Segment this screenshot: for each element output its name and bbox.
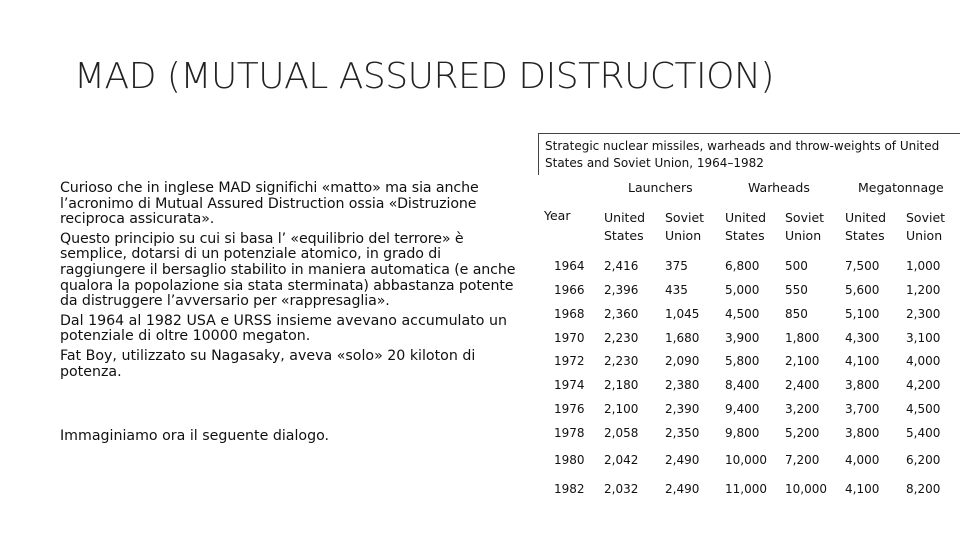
column-subheader-line: United — [845, 210, 887, 225]
value-cell: 2,396 — [604, 283, 639, 297]
value-cell: 5,600 — [845, 283, 880, 297]
year-cell: 1978 — [554, 426, 585, 440]
value-cell: 1,800 — [785, 331, 820, 345]
value-cell: 3,800 — [845, 378, 880, 392]
paragraph-megaton-total: Dal 1964 al 1982 USA e URSS insieme avevano accumulato un potenziale di oltre 10000 megaton. — [60, 312, 507, 345]
year-column-header: Year — [544, 208, 571, 223]
value-cell: 2,180 — [604, 378, 639, 392]
column-subheader-line: States — [604, 228, 644, 243]
value-cell: 5,000 — [725, 283, 760, 297]
value-cell: 8,400 — [725, 378, 760, 392]
column-subheader-line: United — [604, 210, 646, 225]
column-subheader-line: United — [725, 210, 767, 225]
value-cell: 2,100 — [604, 402, 639, 416]
column-subheader — [665, 209, 704, 245]
year-cell: 1966 — [554, 283, 585, 297]
paragraph-mad-meaning: Curioso che in inglese MAD significhi «matto» ma sia anche l’acronimo di Mutual Assured Distruction ossia «Distruzione reciproca assicurata». — [60, 180, 479, 228]
value-cell: 6,200 — [906, 453, 941, 467]
value-cell: 2,490 — [665, 453, 700, 467]
value-cell: 2,380 — [665, 378, 700, 392]
value-cell: 2,230 — [604, 354, 639, 368]
value-cell: 850 — [785, 307, 808, 321]
value-cell: 2,490 — [665, 482, 700, 496]
column-subheader — [604, 209, 645, 245]
value-cell: 2,360 — [604, 307, 639, 321]
year-cell: 1972 — [554, 354, 585, 368]
value-cell: 2,390 — [665, 402, 700, 416]
value-cell: 2,100 — [785, 354, 820, 368]
value-cell: 11,000 — [725, 482, 767, 496]
column-subheader-line: Union — [785, 228, 822, 243]
value-cell: 5,200 — [785, 426, 820, 440]
value-cell: 7,200 — [785, 453, 820, 467]
paragraph-fat-boy: Fat Boy, utilizzato su Nagasaky, aveva «solo» 20 kiloton di potenza. — [60, 347, 476, 380]
value-cell: 9,800 — [725, 426, 760, 440]
value-cell: 4,500 — [906, 402, 941, 416]
paragraph-balance-of-terror: Questo principio su cui si basa l’ «equilibrio del terrore» è semplice, dotarsi di un potenziale atomico, in grado di raggiungere il bersaglio stabilito in maniera automatica (e anche qualora la popolazione sia stata sterminata) abbastanza potente da distruggere l’avversario per «rappresaglia». — [60, 230, 516, 310]
value-cell: 1,680 — [665, 331, 700, 345]
body-text — [60, 181, 530, 384]
value-cell: 3,200 — [785, 402, 820, 416]
value-cell: 5,800 — [725, 354, 760, 368]
column-subheader-line: States — [845, 228, 885, 243]
value-cell: 2,300 — [906, 307, 941, 321]
value-cell: 2,416 — [604, 259, 639, 273]
value-cell: 6,800 — [725, 259, 760, 273]
value-cell: 1,000 — [906, 259, 941, 273]
value-cell: 9,400 — [725, 402, 760, 416]
value-cell: 550 — [785, 283, 808, 297]
value-cell: 10,000 — [725, 453, 767, 467]
year-cell: 1982 — [554, 482, 585, 496]
value-cell: 5,100 — [845, 307, 880, 321]
value-cell: 4,300 — [845, 331, 880, 345]
column-subheader — [725, 209, 766, 245]
value-cell: 4,000 — [906, 354, 941, 368]
year-cell: 1974 — [554, 378, 585, 392]
closing-text: Immaginiamo ora il seguente dialogo. — [60, 428, 330, 444]
value-cell: 435 — [665, 283, 688, 297]
nuclear-arsenal-table — [538, 178, 960, 508]
value-cell: 1,200 — [906, 283, 941, 297]
year-cell: 1964 — [554, 259, 585, 273]
table-caption: Strategic nuclear missiles, warheads and throw-weights of United States and Soviet Union, 1964–1982 — [538, 133, 960, 175]
value-cell: 7,500 — [845, 259, 880, 273]
value-cell: 4,200 — [906, 378, 941, 392]
column-subheader-line: Union — [665, 228, 702, 243]
value-cell: 4,000 — [845, 453, 880, 467]
value-cell: 375 — [665, 259, 688, 273]
value-cell: 2,230 — [604, 331, 639, 345]
value-cell: 500 — [785, 259, 808, 273]
value-cell: 8,200 — [906, 482, 941, 496]
column-subheader — [785, 209, 824, 245]
column-subheader-line: Soviet — [665, 210, 705, 225]
slide-title: MAD (MUTUAL ASSURED DISTRUCTION) — [74, 56, 774, 97]
value-cell: 2,058 — [604, 426, 639, 440]
value-cell: 4,500 — [725, 307, 760, 321]
value-cell: 3,700 — [845, 402, 880, 416]
value-cell: 2,090 — [665, 354, 700, 368]
column-subheader — [906, 209, 945, 245]
value-cell: 2,032 — [604, 482, 639, 496]
group-header-warheads: Warheads — [748, 180, 810, 195]
value-cell: 4,100 — [845, 354, 880, 368]
value-cell: 2,042 — [604, 453, 639, 467]
year-cell: 1976 — [554, 402, 585, 416]
value-cell: 5,400 — [906, 426, 941, 440]
year-cell: 1980 — [554, 453, 585, 467]
value-cell: 4,100 — [845, 482, 880, 496]
column-subheader-line: Soviet — [785, 210, 825, 225]
column-subheader-line: States — [725, 228, 765, 243]
value-cell: 2,400 — [785, 378, 820, 392]
group-header-launchers: Launchers — [628, 180, 693, 195]
column-subheader-line: Soviet — [906, 210, 946, 225]
year-cell: 1968 — [554, 307, 585, 321]
value-cell: 10,000 — [785, 482, 827, 496]
column-subheader — [845, 209, 886, 245]
value-cell: 1,045 — [665, 307, 700, 321]
value-cell: 3,100 — [906, 331, 941, 345]
group-header-megatonnage: Megatonnage — [858, 180, 944, 195]
year-cell: 1970 — [554, 331, 585, 345]
value-cell: 3,900 — [725, 331, 760, 345]
value-cell: 3,800 — [845, 426, 880, 440]
value-cell: 2,350 — [665, 426, 700, 440]
column-subheader-line: Union — [906, 228, 943, 243]
